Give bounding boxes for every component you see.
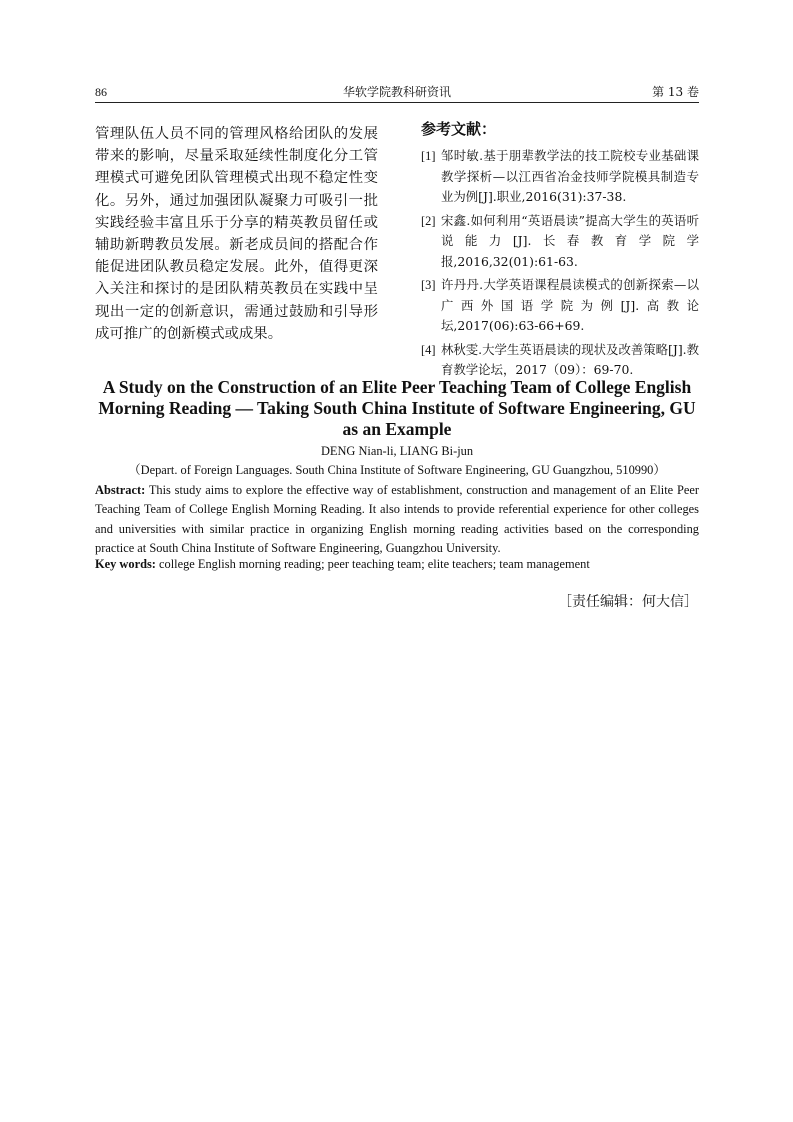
reference-number: [2] <box>421 213 436 228</box>
reference-item <box>421 146 699 208</box>
body-text-column <box>95 123 378 345</box>
reference-item <box>421 211 699 273</box>
journal-title: 华软学院教科研资讯 <box>342 85 451 99</box>
reference-item <box>421 275 699 337</box>
reference-number: [3] <box>421 278 436 292</box>
keywords-label: Key words: <box>95 557 156 571</box>
reference-text: 宋鑫.如何利用“英语晨读”提高大学生的英语听说能力[J].长春教育学院学报,2016,32(01):61-63. <box>441 212 699 269</box>
body-paragraph: 管理队伍人员不同的管理风格给团队的发展带来的影响，尽量采取延续性制度化分工管理模式可避免团队管理模式出现不稳定性变化。另外，通过加强团队凝聚力可吸引一批实践经验丰富且乐于分享的精英教员留任或辅助新聘教员发展。新老成员间的搭配合作能促进团队教员稳定发展。此外，值得更深入关注和探讨的是团队精英教员在实践中呈现出一定的创新意识，需通过鼓励和引导形成可推广的创新模式或成果。 <box>95 126 378 342</box>
reference-text: 林秋雯.大学生英语晨读的现状及改善策略[J].教育教学论坛，2017（09）：69-70. <box>441 341 699 377</box>
author-affiliation: （Depart. of Foreign Languages. South China Institute of Software Engineering, GU Guangzhou, 510990） <box>128 463 666 477</box>
running-header <box>95 82 699 103</box>
keywords-text: college English morning reading; peer teaching team; elite teachers; team management <box>159 557 590 571</box>
references-heading: 参考文献： <box>421 120 497 138</box>
volume-label: 第 13 卷 <box>652 85 699 99</box>
references-list <box>421 146 699 381</box>
reference-text: 许丹丹.大学英语课程晨读模式的创新探索—以广西外国语学院为例[J].高教论坛,2017(06):63-66+69. <box>441 277 699 333</box>
english-title: A Study on the Construction of an Elite Peer Teaching Team of College English Morning Reading — Taking South China Institute of Software Engineering, GU as an Example <box>98 377 696 439</box>
abstract-text: This study aims to explore the effective way of establishment, construction and management of an Elite Peer Teaching Team of College English Morning Reading. It also intends to provide referential experience for other colleges and universities with similar practice in organizing English morning reading activities based on the corresponding practice at South China Institute of Software Engineering, Guangzhou University. <box>95 483 699 555</box>
editor-note: ［责任编辑：何大信］ <box>558 594 698 610</box>
references-section <box>421 118 699 384</box>
reference-number: [4] <box>421 342 436 357</box>
reference-item <box>421 340 699 381</box>
reference-number: [1] <box>421 149 436 163</box>
reference-text: 邹时敏.基于朋辈教学法的技工院校专业基础课教学探析—以江西省冶金技师学院模具制造专业为例[J].职业,2016(31):37-38. <box>441 148 699 204</box>
abstract-block <box>95 481 699 558</box>
abstract-label: Abstract: <box>95 483 146 497</box>
keywords-block <box>95 555 699 573</box>
author-names: DENG Nian-li, LIANG Bi-jun <box>320 444 474 458</box>
page-number: 86 <box>95 85 107 99</box>
